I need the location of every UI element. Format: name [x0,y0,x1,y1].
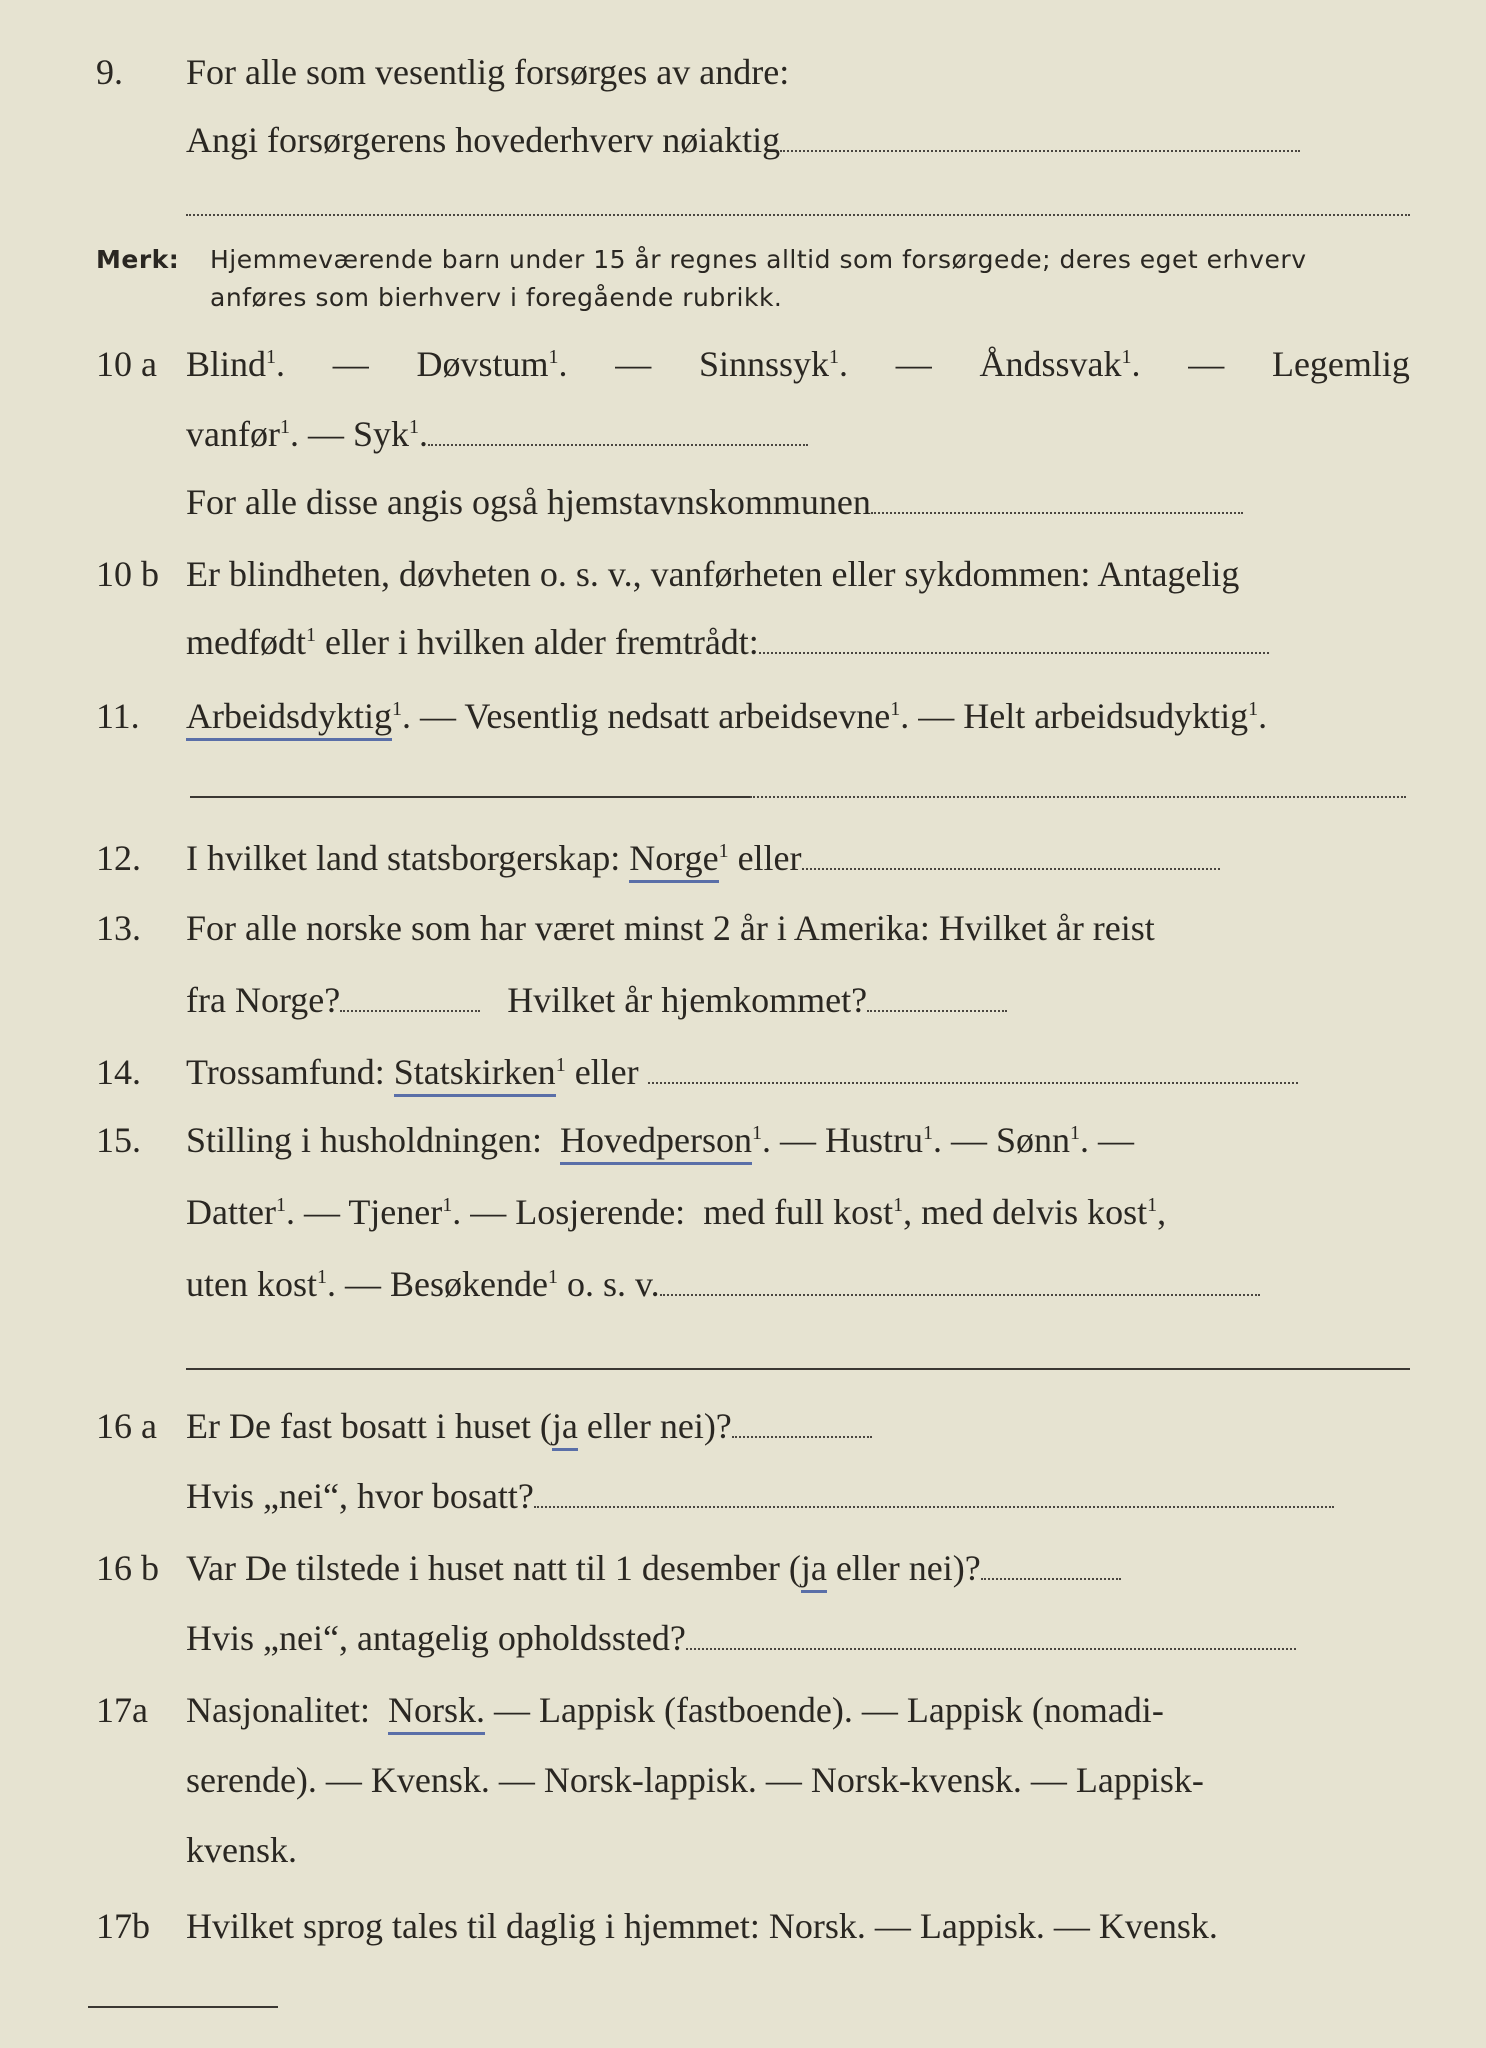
q15-losjerende: Losjerende: [515,1192,686,1232]
q16a-number: 16 a [96,1406,157,1446]
q15-full-kost[interactable]: med full kost [703,1192,894,1232]
q10a-andssvak: Åndssvak [979,344,1122,384]
q15-besokende[interactable]: Besøkende [390,1264,548,1304]
merk-line1: Hjemmeværende barn under 15 år regnes alltid som forsørgede; deres eget erhverv [210,245,1307,274]
q10a-syk: Syk [352,414,409,454]
q10a-hjemstavn: For alle disse angis også hjemstavnskommunen [186,482,871,522]
q11-rule-solid [190,796,750,798]
q9-number: 9. [96,52,123,92]
q10a-blind: Blind [186,344,267,384]
q14-eller: eller [574,1052,639,1092]
q15-stilling: Stilling i husholdningen: [186,1120,543,1160]
q15-sonn[interactable]: Sønn [995,1120,1071,1160]
q10b-alder: eller i hvilken alder fremtrådt: [324,622,759,662]
q11-rule-dotted[interactable] [750,796,1406,798]
q16b-opholdssted: Hvis „nei“, antagelig opholdssted? [186,1618,686,1658]
q13-reist-field[interactable] [340,982,480,1012]
q16a-answer-field[interactable] [732,1408,872,1438]
q12-number: 12. [96,838,141,878]
q10a-hjemstavn-field[interactable] [871,484,1243,514]
q15-hustru[interactable]: Hustru [824,1120,923,1160]
q14-answer-statskirken[interactable]: Statskirken [394,1052,556,1097]
q17a-label: Nasjonalitet: [186,1690,370,1730]
q13-number: 13. [96,908,141,948]
q10a-number: 10 a [96,344,157,384]
q17a-number: 17a [96,1690,148,1730]
q10a-dovstum: Døvstum [416,344,549,384]
q13-reist: fra Norge? [186,980,341,1020]
q13-text-line1: For alle norske som har været minst 2 år i Amerika: Hvilket år reist [186,908,1155,948]
q16b-opholdssted-field[interactable] [686,1620,1296,1650]
q11-number: 11. [96,696,140,736]
q10b-answer-field[interactable] [759,624,1269,654]
census-form-page: 9. For alle som vesentlig forsørges av andre: Angi forsørgerens hovederhverv nøiaktig Merk: Hjemmeværende barn under 15 år regnes alltid som forsørgede; deres eget erhverv anføres som bierhverv i foregående rubrikk. 10 a Blind$^1$. — Døvstum$^1$. — Sinnssyk$^1$. — Åndssvak$^1$. — Legemlig vanfør$^1$. — Syk$^1$. For alle disse angis også hjemstavnskommunen 10 b Er blindheten, døvheten o. s. v., vanførheten eller sykdommen: Antagelig medfødt$^1$ eller i hvilken alder fremtrådt: 11. Arbeidsdyktig$^1$. — Vesentlig nedsatt arbeidsevne$^1$. — Helt arbeidsudyktig$^1$. 12. I hvilket land statsborgerskap: Norge$^1$ eller 13. For alle norske som har været minst 2 år i Amerika: Hvilket år reist fra Norge? Hvilket år hjemkommet? 14. Trossamfund: Statskirken$^1$ eller 15. Stilling i husholdningen: Hovedperson$^1$. — Hustru$^1$. — Sønn$^1$. — Datter$^1$. — Tjener$^1$. — Losjerende: med full kost$^1$, med delvis kost$^1$, uten kost$^1$. — Besøkende$^1$ o. s. v. 16 a Er De fast bosatt i huset (ja eller nei)? Hvis „nei“, hvor bosatt? 16 b Var De tilstede i huset natt til 1 desember (ja eller nei)? Hvis „nei“, antagelig opholdssted? 17a Nasjonalitet: Norsk. — Lappisk (fastboende). — Lappisk (nomadi- serende). — Kvensk. — Norsk-lappisk. — Norsk-kvensk. — Lappisk- kvensk. 17b Hvilket sprog tales til daglig i hjemmet: Norsk. — Lappisk. — Kvensk. [0,0,1486,2048]
q16a-bosatt: Hvis „nei“, hvor bosatt? [186,1476,534,1516]
q17a-options-line1: — Lappisk (fastboende). — Lappisk (nomadi- [493,1690,1164,1730]
q15-uten-kost[interactable]: uten kost [186,1264,317,1304]
q11-arbeidsdyktig[interactable]: Arbeidsdyktig [186,696,392,741]
q9-text-line2: Angi forsørgerens hovederhverv nøiaktig [186,120,781,160]
q12-eller: eller [737,838,802,878]
q17a-options-line3: kvensk. [186,1830,297,1870]
q16b-answer-field[interactable] [981,1550,1121,1580]
merk-label: Merk: [96,245,180,274]
q11-nedsatt[interactable]: Vesentlig nedsatt arbeidsevne [464,696,891,736]
q10a-answer-field[interactable] [428,416,808,446]
q12-answer-norge[interactable]: Norge [629,838,718,883]
q10a-sinnssyk: Sinnssyk [698,344,830,384]
q9-answer-field[interactable] [780,122,1300,152]
q15-number: 15. [96,1120,141,1160]
q17a-answer-norsk[interactable]: Norsk. [388,1690,485,1735]
q16b-answer-ja[interactable]: ja [801,1548,827,1593]
q10a-vanfor: vanfør [186,414,280,454]
q15-hovedperson[interactable]: Hovedperson [560,1120,752,1165]
q12-answer-field[interactable] [802,840,1220,870]
merk-line2: anføres som bierhverv i foregående rubrikk. [210,283,783,312]
q16a-answer-ja[interactable]: ja [552,1406,578,1451]
q10b-text-line1: Er blindheten, døvheten o. s. v., vanførheten eller sykdommen: Antagelig [186,554,1240,594]
q15-tjener[interactable]: Tjener [348,1192,443,1232]
q17b-number: 17b [96,1906,150,1946]
q16b-number: 16 b [96,1548,159,1588]
q9-extra-field[interactable] [186,214,1410,216]
q15-rule [186,1368,1410,1370]
q14-answer-field[interactable] [648,1054,1298,1084]
q14-number: 14. [96,1052,141,1092]
q15-datter[interactable]: Datter [186,1192,276,1232]
q10a-legemlig: Legemlig [1271,344,1410,384]
q17b-text: Hvilket sprog tales til daglig i hjemmet: Norsk. — Lappisk. — Kvensk. [186,1906,1218,1946]
q15-answer-field[interactable] [660,1266,1260,1296]
q16a-bosatt-field[interactable] [534,1478,1334,1508]
q14-text: Trossamfund: [186,1052,385,1092]
q9-text-line1: For alle som vesentlig forsørges av andre: [186,52,790,92]
q13-hjemkommet: Hvilket år hjemkommet? [507,980,868,1020]
q11-udyktig[interactable]: Helt arbeidsudyktig [963,696,1249,736]
q15-delvis-kost[interactable]: med delvis kost [921,1192,1148,1232]
q15-osv: o. s. v. [566,1264,660,1304]
q13-hjemkommet-field[interactable] [867,982,1007,1012]
q17a-options-line2: serende). — Kvensk. — Norsk-lappisk. — Norsk-kvensk. — Lappisk- [186,1760,1204,1800]
q10b-medfodt: medfødt [186,622,306,662]
q10b-number: 10 b [96,554,159,594]
footnote-rule [88,2006,278,2008]
q12-text: I hvilket land statsborgerskap: [186,838,621,878]
